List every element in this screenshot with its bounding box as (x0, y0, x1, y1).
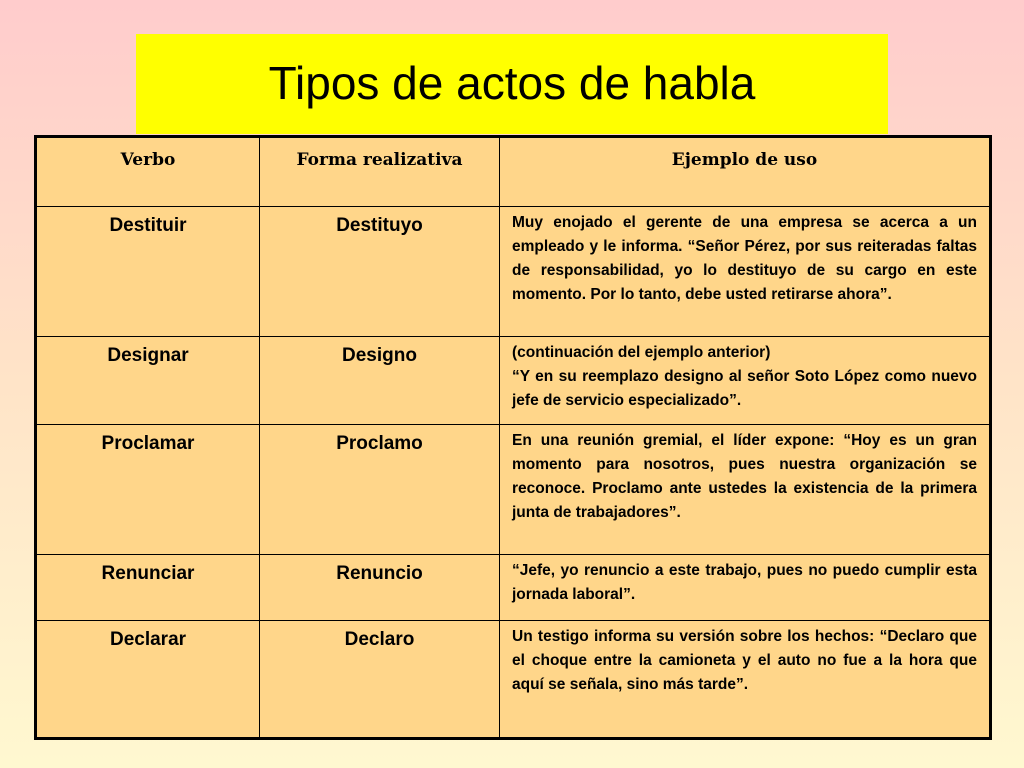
example-text: “Y en su reemplazo designo al señor Soto López como nuevo jefe de servicio especializado”. (512, 368, 977, 409)
verb-cell: Designar (36, 337, 260, 425)
verb-cell: Destituir (36, 207, 260, 337)
example-cell (500, 555, 991, 621)
form-cell: Designo (260, 337, 500, 425)
speech-acts-table (34, 135, 992, 740)
verb-cell: Renunciar (36, 555, 260, 621)
example-text: Un testigo informa su versión sobre los hechos: “Declaro que el choque entre la camioneta y el auto no fue a la hora que aquí se señala, sino más tarde”. (512, 628, 977, 693)
form-cell: Renuncio (260, 555, 500, 621)
table-row (36, 425, 991, 555)
slide-title: Tipos de actos de habla (268, 57, 756, 109)
table-header-row (36, 137, 991, 207)
verb-cell: Declarar (36, 621, 260, 739)
header-ejemplo-de-uso: Ejemplo de uso (500, 137, 991, 207)
table-row (36, 555, 991, 621)
example-text: Muy enojado el gerente de una empresa se acerca a un empleado y le informa. “Señor Pérez, por sus reiteradas faltas de responsabilidad, yo lo destituyo de su cargo en este momento. Por lo tanto, debe usted retirarse ahora”. (512, 214, 977, 303)
example-text: En una reunión gremial, el líder expone: “Hoy es un gran momento para nosotros, pues nuestra organización se reconoce. Proclamo ante ustedes la existencia de la primera junta de trabajadores”. (512, 432, 977, 521)
example-cell (500, 425, 991, 555)
example-text: “Jefe, yo renuncio a este trabajo, pues no puedo cumplir esta jornada laboral”. (512, 562, 977, 603)
title-box (136, 34, 888, 134)
header-forma-realizativa: Forma realizativa (260, 137, 500, 207)
example-cell (500, 621, 991, 739)
example-text: (continuación del ejemplo anterior) (512, 344, 771, 361)
verb-cell: Proclamar (36, 425, 260, 555)
example-cell (500, 337, 991, 425)
table-row (36, 337, 991, 425)
form-cell: Proclamo (260, 425, 500, 555)
table-row (36, 207, 991, 337)
example-cell (500, 207, 991, 337)
form-cell: Destituyo (260, 207, 500, 337)
header-verbo: Verbo (36, 137, 260, 207)
form-cell: Declaro (260, 621, 500, 739)
table-row (36, 621, 991, 739)
